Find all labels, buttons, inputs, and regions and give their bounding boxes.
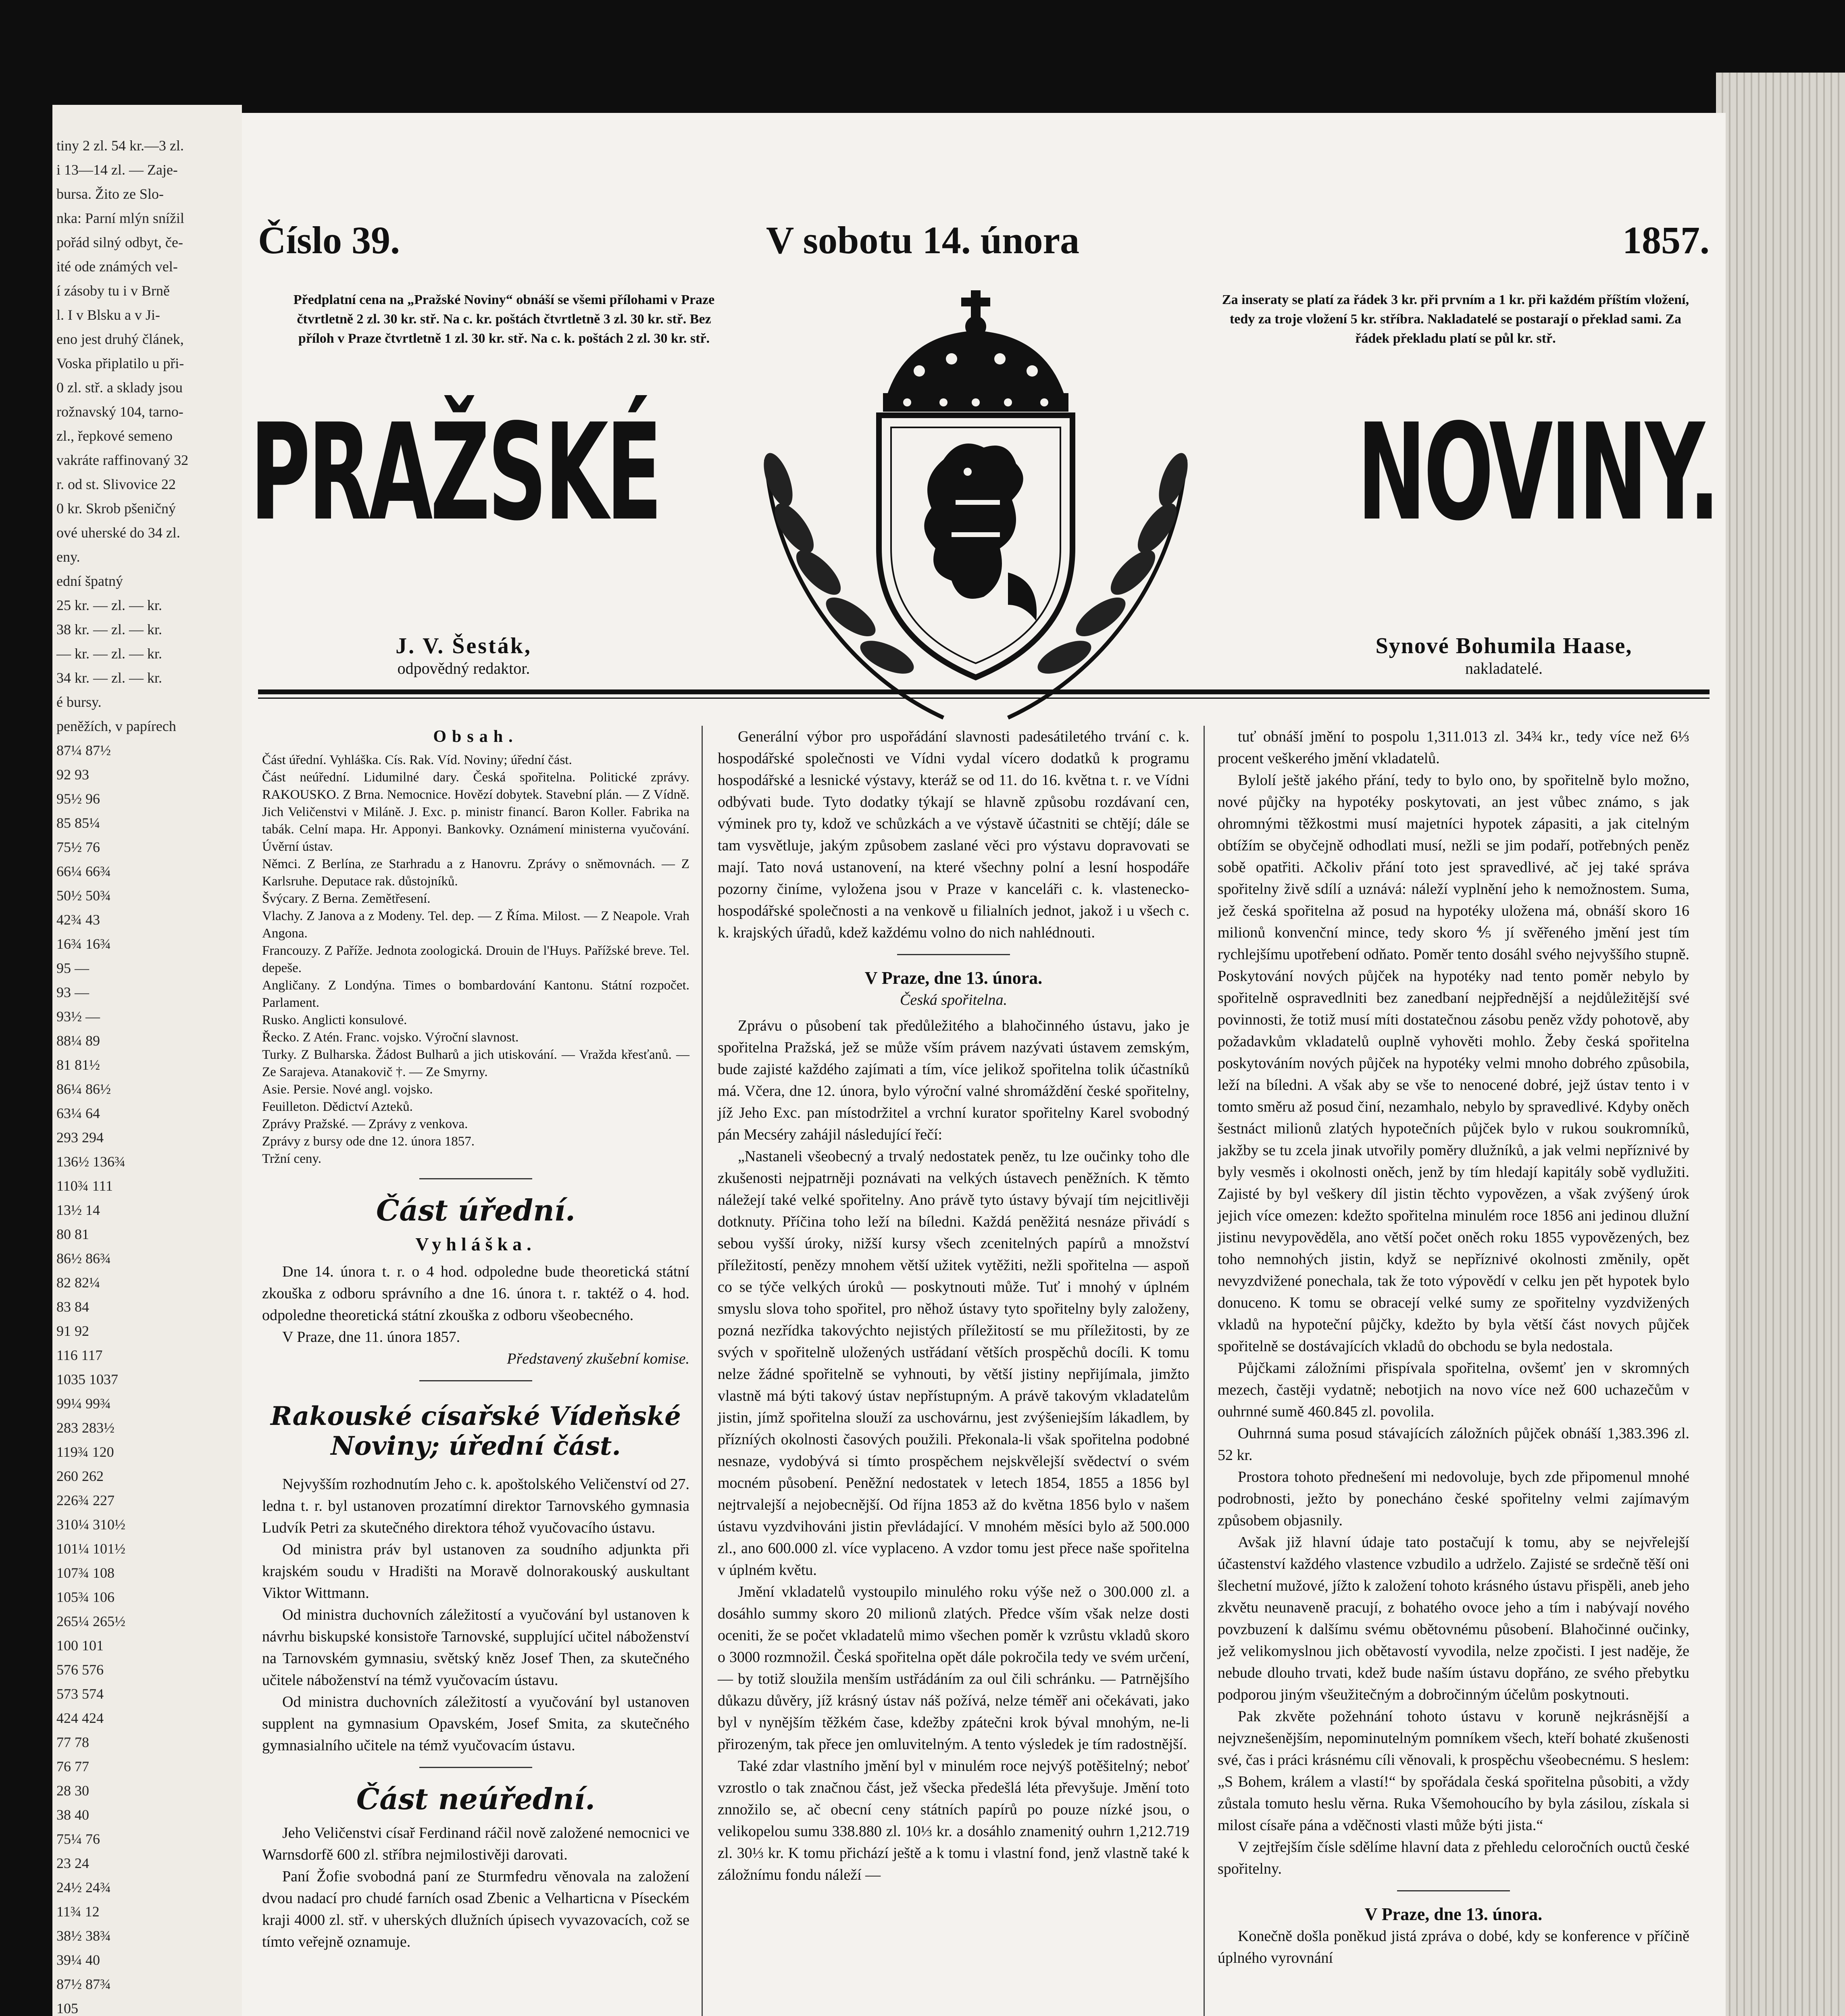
- column-separator-1: [702, 726, 703, 2016]
- previous-page-line: 86¼ 86½: [56, 1081, 111, 1097]
- previous-page-line: 87¼ 87½: [56, 742, 111, 758]
- previous-page-line: pořád silný odbyt, če-: [56, 234, 183, 250]
- previous-page-line: 24½ 24¾: [56, 1879, 111, 1895]
- announcement-date: V Praze, dne 11. února 1857.: [282, 1329, 460, 1345]
- previous-page-line: 100 101: [56, 1637, 104, 1654]
- paragraph: Paní Žofie svobodná paní ze Sturmfedru věnovala na založení dvou nadací pro chudé farních osad Zbenic a Velharticna v Píseckém kraji 4000 zl. stř. v uherských dlužních úpisech vyvazovacích, což se tímto veřejně oznamuje.: [262, 1868, 689, 1950]
- section-unofficial: Část neúřední.: [356, 1782, 596, 1816]
- savings-bank-article: [718, 1015, 1189, 1886]
- previous-page-line: 260 262: [56, 1468, 104, 1484]
- previous-page-line: 86½ 86¾: [56, 1250, 111, 1266]
- masthead-top-line: [258, 218, 1710, 262]
- exhibition-notice: Generální výbor pro uspořádání slavnosti padesátiletého trvání c. k. hospodářské společnosti ve Vídni vydal vícero dodatků k programu hospodářské a lesnické výstavy, kteráž se od 11. do 16. května t. r. ve Vídni odbývati bude. Tyto dodatky týkají se hlavně způsobu rozdávaní cen, výminek pro ty, kdož ve schůzkách a ve výstavě účastniti se chtějí; dále se tam vysvětluje, jakým způsobem zaslané věci pro výstavu dopravovati se mají. Tato nová ustanovení, na které všechny polní a lesní hospodáře pozorny činíme, vyložena jsou v Praze v kanceláři c. k. vlastenecko-hospodářské společnosti a na venkově u filialních jednot, jakož i u všech c. k. krajských úřadů, kdež každému volno do nich nahlédnouti.: [718, 728, 1189, 941]
- masthead-title-left: PRAŽSKÉ: [250, 395, 660, 550]
- dateline-prague-2: V Praze, dne 13. února.: [1364, 1904, 1543, 1924]
- paragraph: Ouhrnná suma posud stávajících záložních půjček obnáší 1,383.396 zl. 52 kr.: [1218, 1425, 1689, 1464]
- previous-page-line: 93 —: [56, 984, 89, 1000]
- previous-page-line: 101¼ 101½: [56, 1541, 125, 1557]
- paragraph: Půjčkami záložními přispívala spořitelna, ovšemť jen v skromných mezech, častěji vydatně; nebotjich na novo více než 600 uchazečům v ouhrnné sumě 460.845 zl. povolila.: [1218, 1360, 1689, 1420]
- section-official: Část úřední.: [376, 1193, 575, 1227]
- previous-page-line: 38 kr. — zl. — kr.: [56, 621, 162, 637]
- previous-page-line: zl., řepkové semeno: [56, 428, 173, 444]
- previous-page-line: 573 574: [56, 1686, 104, 1702]
- conference-report: Konečně došla poněkud jistá zpráva o dobé, kdy se konference v příčině úplného vyrovnání: [1218, 1928, 1689, 1966]
- advertising-info: Za inseraty se platí za řádek 3 kr. při prvním a 1 kr. při každém příštím vložení, tedy za troje vložení 5 kr. stříbra. Nakladatelé se postarají o překlad sami. Za řádek překladu platí se půl kr. stř.: [1222, 292, 1689, 346]
- previous-page-line: rožnavský 104, tarno-: [56, 404, 183, 420]
- previous-page-line: 50½ 50¾: [56, 887, 111, 904]
- editor-role: odpovědný redaktor.: [397, 659, 530, 677]
- previous-page-line: 42¾ 43: [56, 912, 100, 928]
- contents-list: [262, 752, 689, 1168]
- column-separator-2: [1204, 726, 1205, 2016]
- previous-page-line: r. od st. Slivovice 22: [56, 476, 176, 492]
- editor-credit: [339, 633, 589, 678]
- contents-item: Část neúřední. Lidumilné dary. Česká spořitelna. Politické zprávy. RAKOUSKO. Z Brna. Nemocnice. Hovězí dobytek. Stavební plán. — Z Vídně. Jich Veličenstvi v Miláně. J. Exc. p. ministr financí. Baron Koller. Fabrika na tabák. Celní mapa. Hr. Apponyi. Bankovky. Oznámení ministerna vyučování. Úvěrní ústav.: [262, 770, 689, 854]
- previous-page-line: é bursy.: [56, 694, 102, 710]
- paragraph: Pak zkvěte požehnání tohoto ústavu v koruně nejkrásnější a nejvznešenějším, nepominutelným pomníkem všech, kteří bohaté zkušenosti své, čas i práci krásnému cíli věnovali, k prospěchu všeobecnému. S heslem: „S Bohem, králem a vlastí!“ by spořádala česká spořitelna působiti, a vždy zůstala tomuto heslu věrna. Ruka Všemohoucího by byla zásilou, získala si milost císaře pána a vděčnosti vlasti může býti jista.“: [1218, 1708, 1689, 1834]
- previous-page-line: eno jest druhý článek,: [56, 331, 184, 347]
- paragraph: Od ministra duchovních záležitostí a vyučování byl ustanoven k návrhu biskupské konsistoře Tarnovské, supplující učitel náboženství na Tarnovském gymnasiu, světský kněz Josef Then, za skutečného učitele náboženství na témž vyučovacím ústavu.: [262, 1606, 689, 1689]
- previous-page-line: 83 84: [56, 1299, 89, 1315]
- savings-bank-article-continued: [1218, 726, 1689, 1880]
- previous-page-line: 75½ 76: [56, 839, 100, 855]
- previous-page-line: 81 81½: [56, 1057, 100, 1073]
- contents-title: Obsah.: [433, 727, 519, 746]
- masthead-title-right: NOVINY.: [1357, 395, 1718, 550]
- previous-page-line: 95 —: [56, 960, 89, 976]
- issue-date: V sobotu 14. února: [766, 219, 1080, 262]
- contents-item: Asie. Persie. Nové angl. vojsko.: [262, 1082, 433, 1097]
- column-2: [718, 726, 1189, 1886]
- previous-page-line: 99¼ 99¾: [56, 1395, 111, 1412]
- previous-page-line: ité ode známých vel-: [56, 258, 178, 275]
- paragraph: tuť obnáší jmění to pospolu 1,311.013 zl. 34¾ kr., tedy více než 6⅓ procent veškerého jmění vkladatelů.: [1218, 728, 1689, 767]
- paragraph: Jmění vkladatelů vystoupilo minulého roku výše než o 300.000 zl. a dosáhlo summy skoro 20 milionů zlatých. Předce vším však nelze dosti oceniti, že se počet vkladatelů mimo všechen poměr k vzrůstu vkladů skoro o 3000 rozmnožil. Česká spořitelna opět dále pokročila tedy ve svém určení, — by totiž sloužila menším ustřádáním za oul čili schránku. — Patrnějšího důkazu důvěry, jíž krásný ústav náš požívá, nelze téměř ani očekávati, jako byl v nynějším těžkém čase, kdežby zpátečni krok býval mnohým, ne-li přirozeným, tak přece jen omluvitelným. A tento výsledek je tím radostnější.: [718, 1583, 1189, 1753]
- previous-page-line: 0 kr. Skrob pšeničný: [56, 500, 176, 516]
- previous-page-line: 576 576: [56, 1662, 104, 1678]
- divider: [1397, 1890, 1510, 1891]
- previous-page-line: 110¾ 111: [56, 1178, 113, 1194]
- paragraph: Od ministra duchovních záležitostí a vyučování byl ustanoven supplent na gymnasium Opavském, Josef Smita, za skutečného gymnasialního učitele na témž vyučovacím ústavu.: [262, 1693, 689, 1754]
- contents-item: Turky. Z Bulharska. Žádost Bulharů a jich utiskování. — Vražda křesťanů. — Ze Sarajeva. Atanakovič †. — Ze Smyrny.: [262, 1048, 689, 1079]
- column-1: [262, 726, 689, 1953]
- previous-page-line: 293 294: [56, 1129, 104, 1145]
- previous-page-line: 80 81: [56, 1226, 89, 1242]
- announcement-title: Vyhláška.: [415, 1234, 536, 1254]
- previous-page-line: í zásoby tu i v Brně: [56, 283, 170, 299]
- previous-page-line: 265¼ 265½: [56, 1613, 125, 1629]
- previous-page-line: 105: [56, 2000, 78, 2016]
- contents-item: Tržní ceny.: [262, 1152, 321, 1166]
- previous-page-line: 75¼ 76: [56, 1831, 100, 1847]
- previous-page-line: tiny 2 zl. 54 kr.—3 zl.: [56, 137, 184, 154]
- contents-item: Švýcary. Z Berna. Zemětřesení.: [262, 891, 431, 906]
- editor-name: J. V. Šesták,: [396, 633, 532, 658]
- previous-page-line: eny.: [56, 549, 80, 565]
- previous-page-line: 76 77: [56, 1758, 89, 1774]
- previous-page-line: Voska připlatilo u při-: [56, 355, 184, 371]
- contents-item: Angličany. Z Londýna. Times o bombardování Kantonu. Státní rozpočet. Parlament.: [262, 978, 689, 1010]
- announcement-text: Dne 14. února t. r. o 4 hod. odpoledne bude theoretická státní zkouška z odboru správního a dne 16. února t. r. taktéž o 4. hod. odpoledne theoretická státní zkouška z odboru všeobecného.: [262, 1263, 689, 1324]
- contents-item: Vlachy. Z Janova a z Modeny. Tel. dep. — Z Říma. Milost. — Z Neapole. Vrah Angona.: [262, 909, 689, 941]
- previous-page-line: 16¾ 16¾: [56, 936, 111, 952]
- previous-page-line: l. I v Blsku a v Ji-: [56, 307, 160, 323]
- previous-page-line: 25 kr. — zl. — kr.: [56, 597, 162, 613]
- previous-page-line: 85 85¼: [56, 815, 100, 831]
- contents-item: Zprávy Pražské. — Zprávy z venkova.: [262, 1117, 468, 1131]
- previous-page-line: 116 117: [56, 1347, 103, 1363]
- issue-year: 1857.: [1622, 219, 1710, 262]
- previous-page-line: 283 283½: [56, 1420, 115, 1436]
- previous-page-line: 66¼ 66¾: [56, 863, 111, 879]
- previous-page-line: nka: Parní mlýn snížil: [56, 210, 184, 226]
- bohemian-coat-of-arms-emblem: [718, 290, 1234, 754]
- publisher-credit: [1322, 633, 1685, 678]
- previous-page-line: 38½ 38¾: [56, 1928, 111, 1944]
- paragraph: V zejtřejším čísle sdělíme hlavní data z přehledu celoročních ouctů české spořitelny.: [1218, 1839, 1689, 1877]
- subscription-info: Předplatní cena na „Pražské Noviny“ obnáší se všemi přílohami v Praze čtvrtletně 2 zl. 30 kr. stř. Na c. kr. poštách čtvrtletně 3 zl. 30 kr. stř. Bez příloh v Praze čtvrtletně 1 zl. 30 kr. stř. Na c. k. poštách 2 zl. 30 kr. stř.: [293, 292, 715, 346]
- previous-page-line: 13½ 14: [56, 1202, 100, 1218]
- contents-item: Řecko. Z Atén. Franc. vojsko. Výroční slavnost.: [262, 1030, 519, 1045]
- previous-page-line: — kr. — zl. — kr.: [56, 646, 162, 662]
- previous-page-line: peněžích, v papírech: [56, 718, 176, 734]
- previous-page-line: 0 zl. stř. a sklady jsou: [56, 379, 183, 396]
- previous-page-line: 424 424: [56, 1710, 104, 1726]
- contents-item: Feuilleton. Dědictví Azteků.: [262, 1100, 413, 1114]
- section-vienna-gazette: Rakouské císařské Vídeňské Noviny; úřední část.: [271, 1401, 681, 1461]
- previous-page-line: 34 kr. — zl. — kr.: [56, 670, 162, 686]
- dateline-prague: V Praze, dne 13. února.: [864, 968, 1043, 988]
- previous-page-line: 11¾ 12: [56, 1904, 100, 1920]
- previous-page-line: ední špatný: [56, 573, 123, 589]
- divider: [419, 1380, 532, 1381]
- previous-page-line: 87½ 87¾: [56, 1976, 111, 1992]
- unofficial-paragraphs: [262, 1822, 689, 1953]
- previous-page-line: 28 30: [56, 1783, 89, 1799]
- previous-page-line: 92 93: [56, 766, 89, 783]
- masthead-rule-thick: [258, 689, 1710, 694]
- newspaper-page: [242, 113, 1726, 2016]
- publisher-name: Synové Bohumila Haase,: [1375, 633, 1633, 658]
- announcement-signature: Představený zkušební komise.: [507, 1350, 689, 1367]
- contents-item: Francouzy. Z Paříže. Jednota zoologická. Drouin de l'Huys. Pařížské breve. Tel. depeše.: [262, 943, 689, 975]
- paragraph: Avšak již hlavní údaje tato postačují k tomu, aby se nejvřelejší účastenství každého vlastence vzbudilo a udrželo. Zajisté se srdečně těší oni šlechetní mužové, jížto k založení tohoto krásného ústavu přispěli, aneb jeho zkvětu neunaveně pracují, z bohatého ovoce jeho a tím i nabývají nového povzbuzení k dalšímu svému obětovnému působení. Blahočinné oučinky, jež velikomyslnou jich obětavostí vyvodila, nelze zpočisti. I jest naděje, že nebude dlouho trvati, kdež bude naším ústavu dopřáno, ze svého přebytku podporou jiným všeužitečným a dobročinným účelům poskytnouti.: [1218, 1534, 1689, 1703]
- article-subhead-savings-bank: Česká spořitelna.: [900, 991, 1007, 1008]
- previous-page-line: 119¾ 120: [56, 1444, 114, 1460]
- paragraph: Prostora tohoto přednešení mi nedovoluje, bych zde připomenul mnohé podrobnosti, ježto by ponecháno české spořitelny velmi zajímavým způsobem objasnily.: [1218, 1468, 1689, 1529]
- previous-page-line: ové uherské do 34 zl.: [56, 525, 180, 541]
- previous-page-line: 77 78: [56, 1734, 89, 1750]
- contents-item: Němci. Z Berlína, ze Starhradu a z Hanovru. Zprávy o sněmovnách. — Z Karlsruhe. Deputace rak. důstojníků.: [262, 857, 689, 889]
- paragraph: Také zdar vlastního jmění byl v minulém roce nejvýš potěšitelný; neboť vzrostlo o tak značnou část, jež všecka předešlá léta převyšuje. Jmění toto znnožilo se, ač obecní ceny státních papírů po pouze nízké jsou, o velikopelou sumu 338.880 zl. 10⅓ kr. a dosáhlo znamenitý ouhrn 1,212.719 zl. 30⅓ kr. K tomu přichází ještě a k tomu i vlastní fond, jenž vlastně také k záložnímu fondu náleží —: [718, 1758, 1189, 1883]
- previous-page-line: 38 40: [56, 1807, 89, 1823]
- previous-page-line: 91 92: [56, 1323, 89, 1339]
- previous-page-line: 107¾ 108: [56, 1565, 115, 1581]
- masthead-rule-thin: [258, 698, 1710, 699]
- column-3: [1218, 726, 1689, 1969]
- previous-page-line: 105¾ 106: [56, 1589, 115, 1605]
- previous-page-line: 39¼ 40: [56, 1952, 100, 1968]
- publisher-role: nakladatelé.: [1465, 659, 1543, 677]
- previous-page-line: 63¼ 64: [56, 1105, 100, 1121]
- previous-page-line: i 13—14 zl. — Zaje-: [56, 162, 178, 178]
- previous-page-line: 226¾ 227: [56, 1492, 115, 1508]
- previous-page-fragment: [52, 105, 242, 2016]
- paragraph: Zprávu o působení tak předůležitého a blahočinného ústavu, jako je spořitelna Pražská, jež se může vším právem nazývati ústavem zemským, bude zajisté každého zajímati a tím, více jelikož spořitelna tolik účastníků má. Včera, dne 12. února, bylo výroční valné shromáždění české spořitelny, jíž Jeho Exc. pan místodržitel a vrchní kurator spořitelny Karel svobodný pán Mecséry zahájil následující řečí:: [718, 1017, 1189, 1143]
- paragraph: Bylolí ještě jakého přání, tedy to bylo ono, by spořitelně bylo možno, nové půjčky na hypotéky poskytovati, an jest vůbec známo, s jak ohromnými těžkostmi musí majetníci hypotek zápasiti, a jak citelným obtížím se obyčejně odhodlati musí, nežli se jim podaří, potřebných peněz sobě opatřiti. Ačkoliv přání toto jest spravedlivé, ač jej také správa spořitelny živě sdílí a uznává: náleží vyplnění jeho k nemožnostem. Suma, jež česká spořitelna až posud na hypotéky uložena má, obnáší skoro 16 milionů konvenční mince, tedy skoro ⅘ jí svěřeného jmění jest tím rychlejšímu upotřebení odňato. Poměr tento dosáhl svého nejvyššího stupně. Poskytování nových půjček na hypotéky nad tento poměr nebylo by spořitelně ospravedlniti bez zanedbaní nejpřednější a nejdůležitější své povinnosti, že totiž musí míti dostatečnou zásobu peněz vždy pohotově, aby požadavkům vkladatelů ouplně vyhověti mohlo. Žeby česká spořitelna poskytováním nových půjček na hypotéky velmi mnoho dobrého způsobila, leží na bíledni. A však aby se vše to nenocené dobré, jejž ústav tento i v tomto směru až posud činí, nezamhalo, nebylo by spravedlivé. Kdyby oněch šestnáct milionů zlatých hypotečních půjček bylo v rukou soukromníků, jakžby se tu zcela jinak utvořily poměry dlužníků, a jak velmi nepříznivé by byly vesměs i okolnosti oněch, jenž by tím hledají kapitály sobě vydlužiti. Zajisté by byl veškery díl jistin těchto vypovězen, a však zvýšený úrok jejich více omezen: kdežto spořitelna minulém roce 1856 ani jedinou dlužní jistinu nevypověděla, ano větší počet oněch roku 1855 vypovězených, bez toho nemnohých jistin, když se nepříznivé okolnosti změnily, opět nevyzdvižené ponechala, tak že toto výpovědí v celku jen pět hypotek bylo donuceno. K tomu se obracejí velké sumy ze spořitelny vyzdvižených vkladů na hypoteční půjčky, kdežto by byla větší část novych půjček spořitelně se dostávajících vkladů do obchodu se byla nedostala.: [1218, 772, 1689, 1355]
- divider: [419, 1767, 532, 1768]
- previous-page-line: bursa. Žito ze Slo-: [56, 186, 164, 202]
- previous-page-line: 1035 1037: [56, 1371, 118, 1387]
- previous-page-line: 310¼ 310½: [56, 1516, 125, 1533]
- previous-page-line: vakráte raffinovaný 32: [56, 452, 189, 468]
- paragraph: Nejvyšším rozhodnutím Jeho c. k. apoštolského Veličenství od 27. ledna t. r. byl ustanoven prozatímní direktor Tarnovského gymnasia Ludvík Petri za skutečného direktora téhož vyučovacího ústavu.: [262, 1476, 689, 1536]
- divider: [897, 954, 1010, 955]
- book-page-edges: [1716, 73, 1845, 2016]
- paragraph: „Nastaneli všeobecný a trvalý nedostatek peněz, tu lze oučinky toho dle zkušenosti nejpatrněji poznávati na velkých ústavech peněžních. K těmto náležejí také velké spořitelny. Ano právě tyto ústavy bývají tím nejcitlivěji dotknuty. Příčina toho leží na bíledni. Každá peněžitá nesnáze přivádí s sebou vyšší úroky, nižší kursy všech zcenitelných papírů a množství příležitostí, penězy mnohem větší užitek vytěžiti, nežli spořitelna — aspoň co se týče velkých úroků — poskytnouti může. Tuť i mnohý v úplném smyslu slova toho spořitel, pro něhož ústavy tyto spořitelny byly založeny, pozná nezřídka takovýchto nejistých příležitostí se mu příležitosti, by ze svých v spořitelně uložených ustřádaní větších prospěchů docíli. K tomu nelze žádné spořitelně se vyhnouti, by větší jistiny nepřijímala, jimžto vlastně má býti takový ústav nepřístupným. A právě takovým vkladatelům jistin, jímž spořitelna slouží za uschovárnu, jest zvýšeniejším lákadlem, by přízníých okolnosti časových použili. Překonala-li však spořitelna podobné nesnaze, vydobývá si tímto prospěchem nejskvělejší svědectví o svém mocném působení. Peněžní nedostatek v letech 1854, 1855 a 1856 byl nejtrvalejší a nejobecnější. Od října 1853 až do května 1856 bylo v našem ústavu vyzdvihováni jistin převládající. V mnohém měsíci bylo až 500.000 zl., ano 600.000 zl. více vyplaceno. A vzdor tomu jest přece naše spořitelna v úplném květu.: [718, 1148, 1189, 1579]
- contents-item: Rusko. Anglicti konsulové.: [262, 1013, 407, 1027]
- previous-page-line: 88¼ 89: [56, 1033, 100, 1049]
- table-of-contents: [262, 726, 689, 1168]
- previous-page-line: 93½ —: [56, 1008, 100, 1025]
- paragraph: Jeho Veličenstvi císař Ferdinand ráčil nově založené nemocnici ve Warnsdorfě 600 zl. stříbra nejmilostivěji darovati.: [262, 1824, 689, 1863]
- divider: [419, 1178, 532, 1179]
- paragraph: Od ministra práv byl ustanoven za soudního adjunkta při krajském soudu v Hradišti na Moravě dolnorakouský auskultant Viktor Wittmann.: [262, 1541, 689, 1602]
- issue-number: Číslo 39.: [258, 219, 400, 262]
- previous-page-line: 82 82¼: [56, 1275, 100, 1291]
- contents-item: Část úřední. Vyhláška. Cís. Rak. Víd. Noviny; úřední část.: [262, 753, 572, 767]
- previous-page-line: 95½ 96: [56, 791, 100, 807]
- contents-item: Zprávy z bursy ode dne 12. února 1857.: [262, 1134, 475, 1149]
- previous-page-line: 23 24: [56, 1855, 89, 1871]
- previous-page-line: 136½ 136¾: [56, 1154, 125, 1170]
- vienna-gazette-paragraphs: [262, 1473, 689, 1756]
